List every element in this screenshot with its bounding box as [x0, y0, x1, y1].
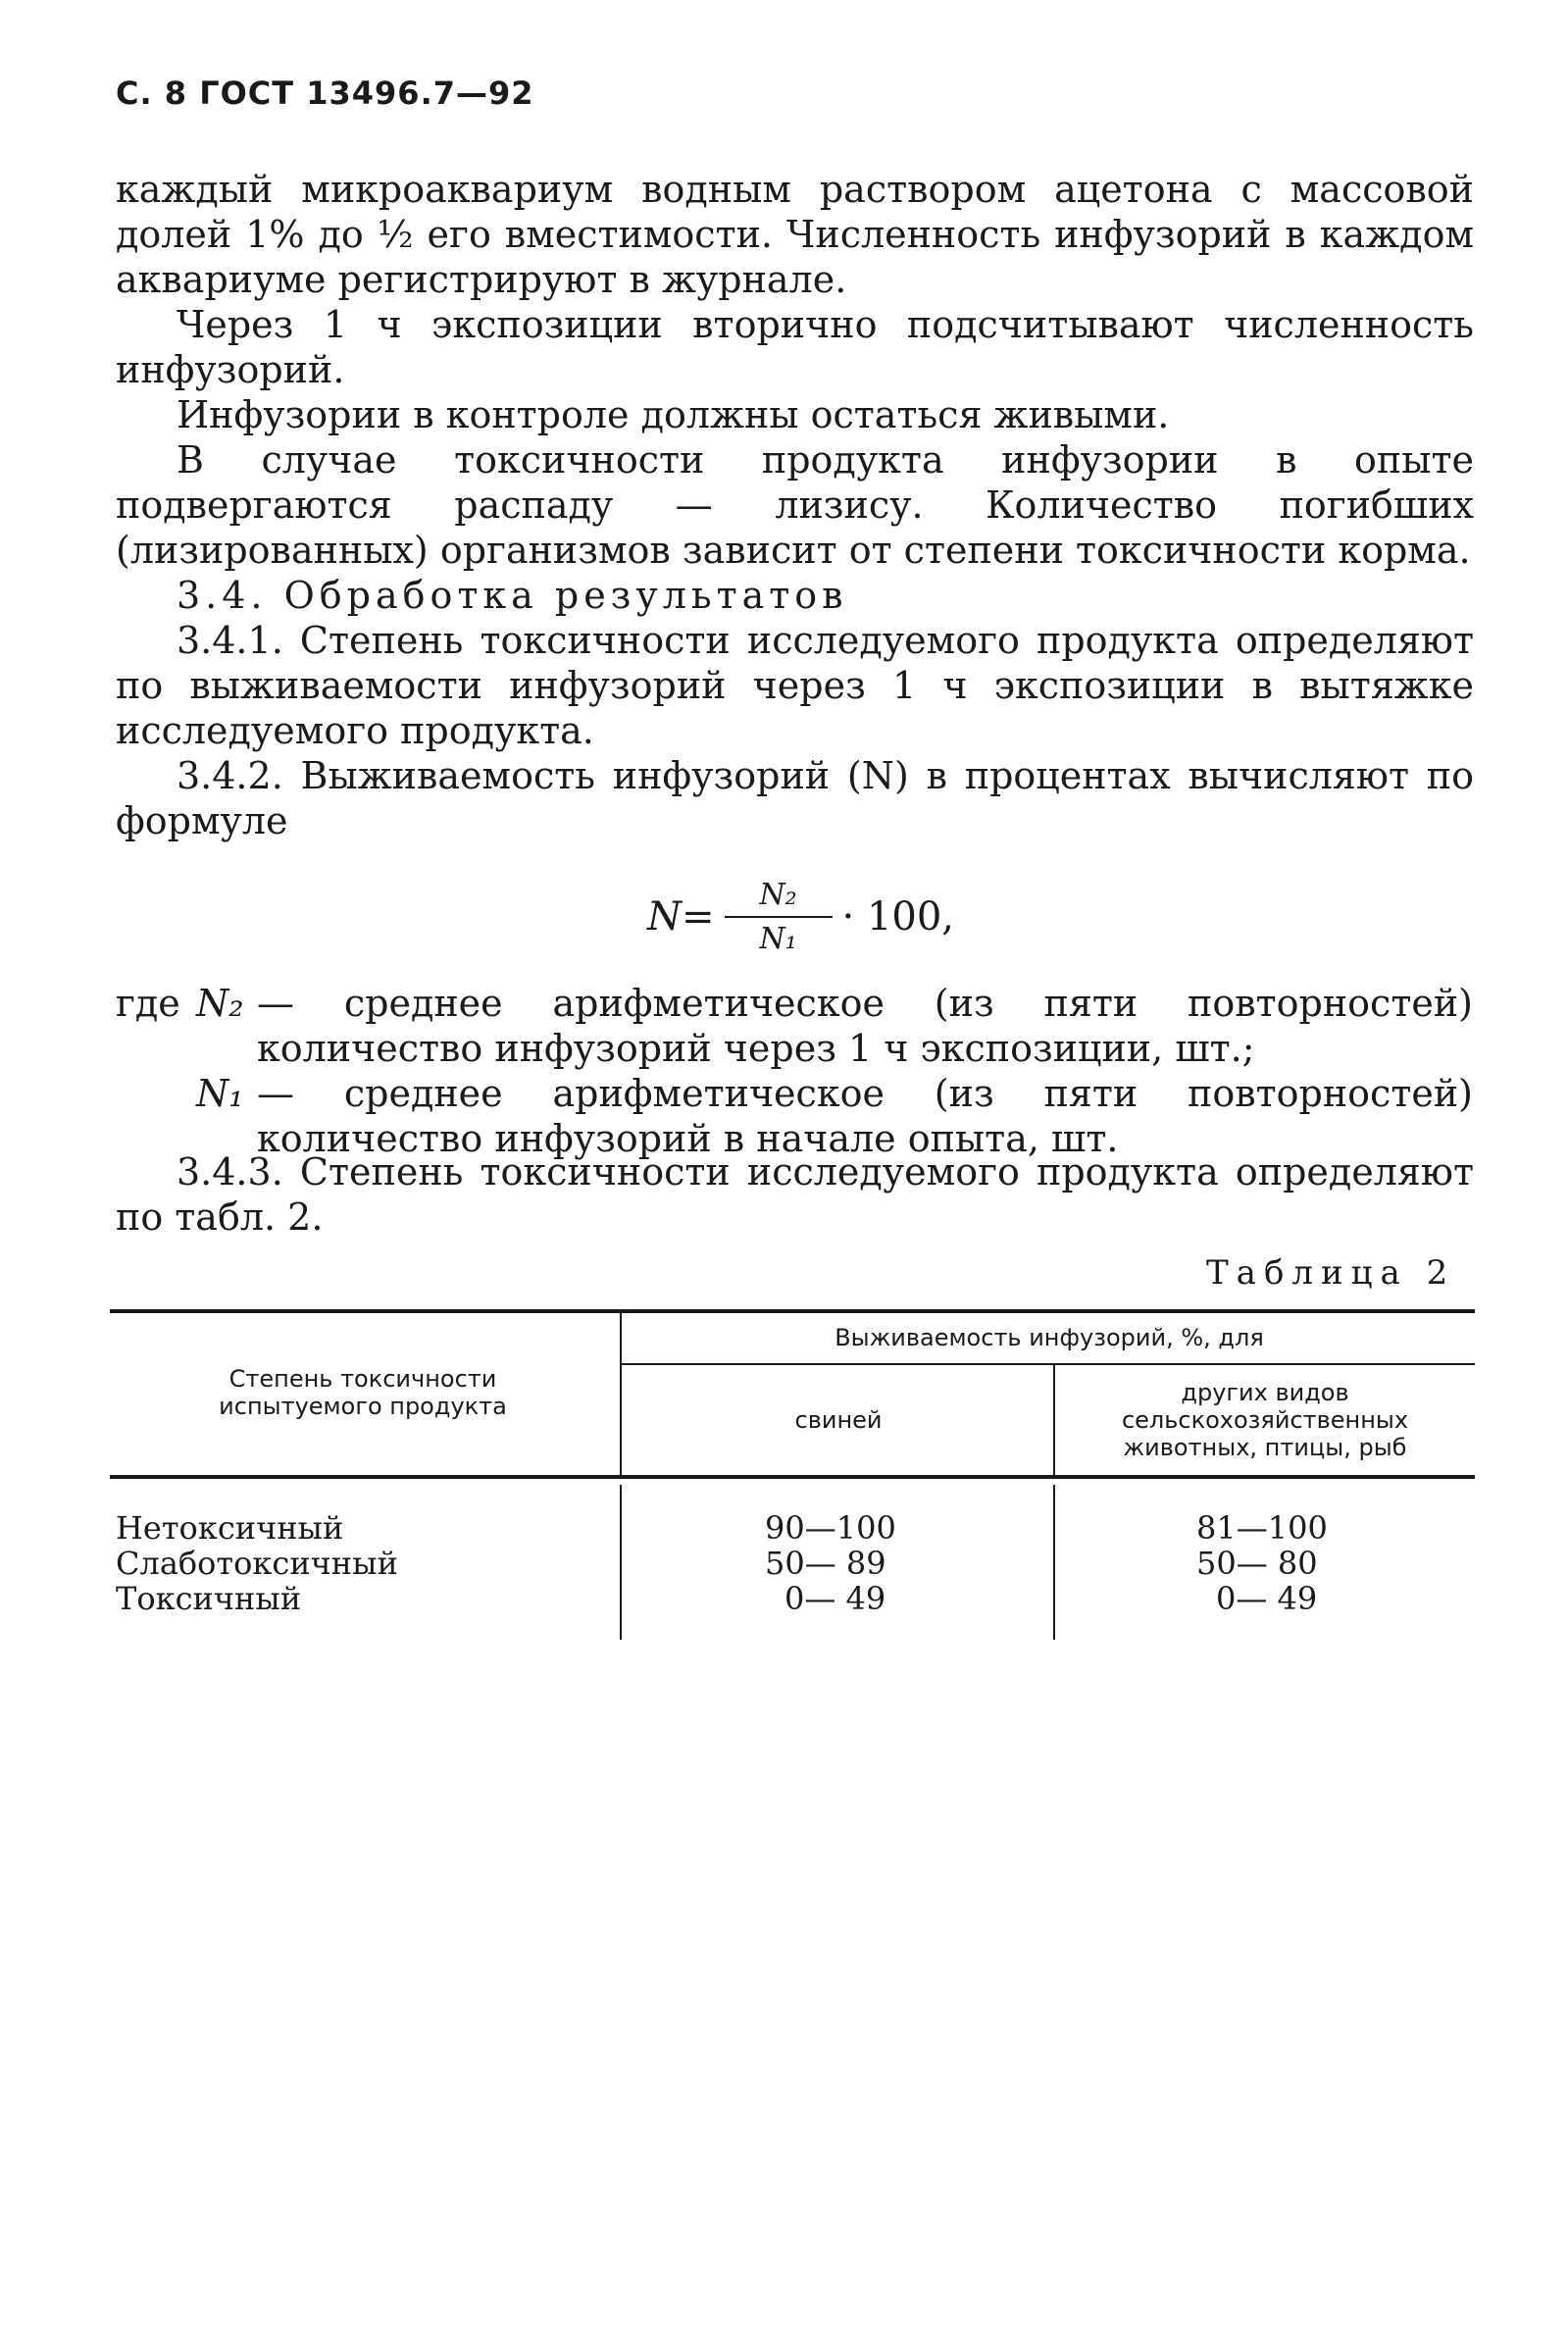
formula-lhs: N= — [647, 894, 715, 940]
row-3-degree: Токсичный — [116, 1580, 302, 1617]
row-3-other: 0— 49 — [1216, 1580, 1318, 1617]
paragraph-2: Через 1 ч экспозиции вторично подсчитывают численность инфузорий. — [116, 303, 1474, 391]
survival-formula — [647, 863, 954, 971]
header-pigs: свиней — [794, 1406, 883, 1434]
definition-text-n1 — [257, 1071, 1473, 1161]
row-3-pigs: 0— 49 — [784, 1580, 886, 1617]
table-vline-2-header — [1053, 1365, 1055, 1475]
row-2-pigs: 50— 89 — [765, 1545, 886, 1582]
paragraph-7: 3.4.2. Выживаемость инфузорий (N) в процентах вычисляют по формуле — [116, 754, 1474, 842]
table-vline-1-header — [620, 1313, 622, 1475]
page-header: С. 8 ГОСТ 13496.7—92 — [116, 75, 534, 112]
definition-text-n2 — [257, 981, 1473, 1071]
paragraph-1: каждый микроаквариум водным раствором ацетона с массовой долей 1% до ½ его вместимости. Численность инфузорий в каждом аквариуме регистрируют в журнале. — [116, 168, 1474, 301]
row-2-degree: Слаботоксичный — [116, 1545, 398, 1582]
definition-symbol-n2: N₂ — [196, 982, 244, 1025]
row-1-degree: Нетоксичный — [116, 1509, 344, 1547]
paragraph-8: 3.4.3. Степень токсичности исследуемого продукта определяют по табл. 2. — [116, 1150, 1474, 1239]
paragraph-3: Инфузории в контроле должны остаться живыми. — [177, 393, 1170, 436]
paragraph-6: 3.4.1. Степень токсичности исследуемого продукта определяют по выживаемости инфузорий через 1 ч экспозиции в вытяжке исследуемого продукта. — [116, 619, 1474, 752]
row-1-pigs: 90—100 — [765, 1509, 896, 1547]
formula-denominator: N₁ — [759, 922, 797, 956]
definition-symbol-n1: N₁ — [196, 1072, 244, 1115]
table-group-rule — [620, 1363, 1475, 1365]
table-header-rule — [110, 1475, 1475, 1479]
section-heading: 3.4. Обработка результатов — [177, 574, 848, 617]
table-top-rule — [110, 1309, 1475, 1313]
definition-text-n1-content: — среднее арифметическое (из пяти повторностей) количество инфузорий в начале опыта, шт. — [257, 1072, 1473, 1160]
table-vline-1-body — [620, 1485, 622, 1640]
header-toxicity-degree: Степень токсичности испытуемого продукта — [219, 1365, 507, 1420]
formula-numerator: N₂ — [759, 878, 797, 912]
definition-text-n2-content: — среднее арифметическое (из пяти повторностей) количество инфузорий через 1 ч экспозиции, шт.; — [257, 982, 1473, 1070]
definition-prefix: где — [116, 982, 180, 1025]
header-survival-group: Выживаемость инфузорий, %, для — [835, 1324, 1264, 1351]
paragraph-4: В случае токсичности продукта инфузории в опыте подвергаются распаду — лизису. Количество погибших (лизированных) организмов зависит от степени токсичности корма. — [116, 438, 1474, 572]
row-1-other: 81—100 — [1196, 1509, 1328, 1547]
row-2-other: 50— 80 — [1196, 1545, 1318, 1582]
formula-fraction — [725, 878, 833, 956]
formula-rhs: · 100, — [841, 894, 955, 940]
table-caption: Таблица 2 — [1206, 1253, 1456, 1293]
fraction-bar — [725, 916, 833, 918]
header-other-animals: других видов сельскохозяйственных животных, птицы, рыб — [1121, 1379, 1409, 1461]
table-vline-2-body — [1053, 1485, 1055, 1640]
